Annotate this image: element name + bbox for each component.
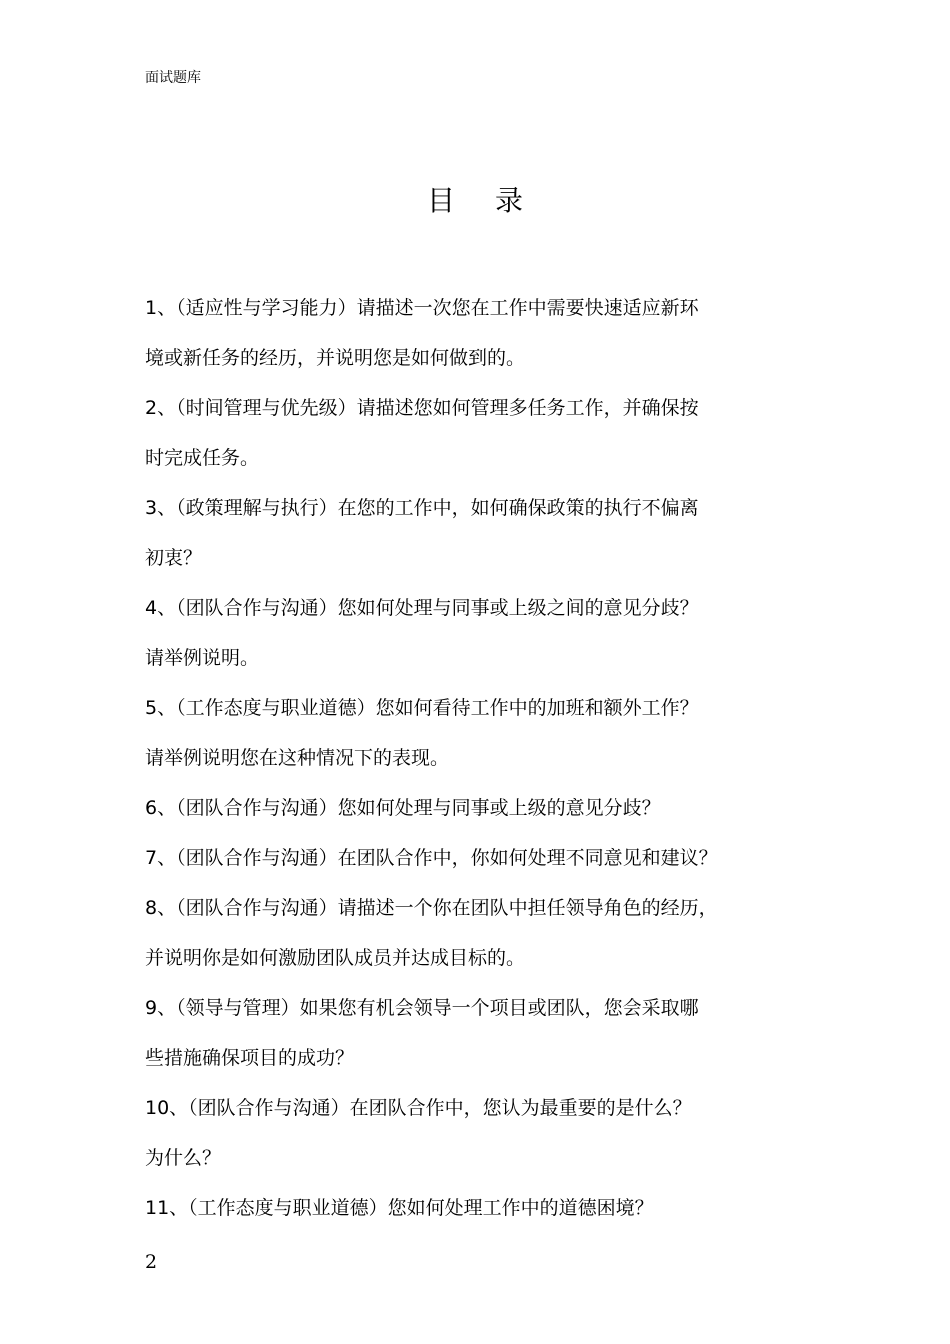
toc-item-1[interactable] [145, 283, 825, 383]
toc-item-10-line-1: 10、（团队合作与沟通）在团队合作中，您认为最重要的是什么？ [145, 1097, 692, 1119]
title-char-1: 目 [426, 184, 455, 217]
toc-item-4-line-2: 请举例说明。 [145, 647, 260, 669]
toc-item-10[interactable] [145, 1083, 825, 1183]
toc-item-4-line-1: 4、（团队合作与沟通）您如何处理与同事或上级之间的意见分歧？ [145, 597, 699, 619]
toc-item-5-line-1: 5、（工作态度与职业道德）您如何看待工作中的加班和额外工作？ [145, 697, 699, 719]
toc-item-5-line-2: 请举例说明您在这种情况下的表现。 [145, 747, 450, 769]
toc-item-8-line-1: 8、（团队合作与沟通）请描述一个你在团队中担任领导角色的经历， [145, 897, 718, 919]
toc-item-6-line-1: 6、（团队合作与沟通）您如何处理与同事或上级的意见分歧？ [145, 797, 661, 819]
toc-item-7-line-1: 7、（团队合作与沟通）在团队合作中，你如何处理不同意见和建议？ [145, 847, 718, 869]
toc-item-6[interactable] [145, 783, 825, 833]
page-title [0, 181, 950, 221]
toc-item-2[interactable] [145, 383, 825, 483]
toc-item-9-line-2: 些措施确保项目的成功？ [145, 1047, 355, 1069]
toc-item-11[interactable] [145, 1183, 825, 1233]
toc-item-1-line-2: 境或新任务的经历，并说明您是如何做到的。 [145, 347, 526, 369]
toc-item-3[interactable] [145, 483, 825, 583]
toc-item-11-line-1: 11、（工作态度与职业道德）您如何处理工作中的道德困境？ [145, 1197, 654, 1219]
toc-item-4[interactable] [145, 583, 825, 683]
toc-item-3-line-2: 初衷？ [145, 547, 203, 569]
toc-item-8[interactable] [145, 883, 825, 983]
toc-item-1-line-1: 1、（适应性与学习能力）请描述一次您在工作中需要快速适应新环 [145, 297, 699, 319]
toc-item-8-line-2: 并说明你是如何激励团队成员并达成目标的。 [145, 947, 526, 969]
table-of-contents [145, 283, 825, 1233]
toc-item-2-line-2: 时完成任务。 [145, 447, 260, 469]
title-char-2: 录 [495, 184, 524, 217]
toc-item-2-line-1: 2、（时间管理与优先级）请描述您如何管理多任务工作，并确保按 [145, 397, 699, 419]
toc-item-7[interactable] [145, 833, 825, 883]
toc-item-9[interactable] [145, 983, 825, 1083]
toc-item-3-line-1: 3、（政策理解与执行）在您的工作中，如何确保政策的执行不偏离 [145, 497, 699, 519]
page-number: 2 [145, 1251, 158, 1273]
toc-item-10-line-2: 为什么？ [145, 1147, 222, 1169]
toc-item-5[interactable] [145, 683, 825, 783]
page-header: 面试题库 [145, 70, 201, 86]
toc-item-9-line-1: 9、（领导与管理）如果您有机会领导一个项目或团队，您会采取哪 [145, 997, 699, 1019]
